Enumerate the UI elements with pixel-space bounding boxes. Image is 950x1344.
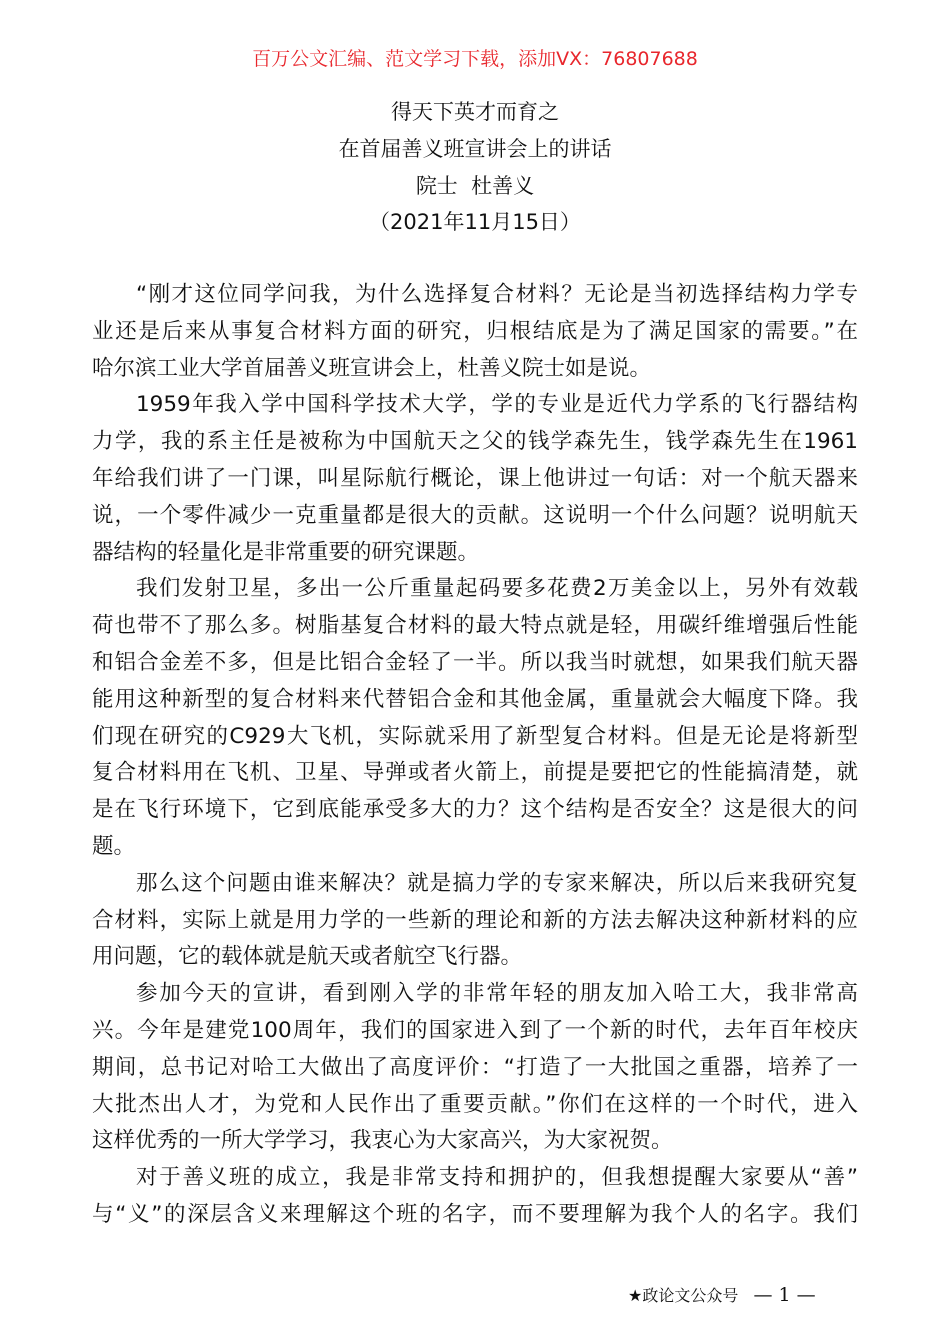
text-line: 那么这个问题由谁来解决？就是搞力学的专家来解决，所以后来我研究复 (136, 870, 858, 896)
text-line: 和铝合金差不多，但是比铝合金轻了一半。所以我当时就想，如果我们航天器 (92, 649, 858, 675)
subtitle: 在首届善义班宣讲会上的讲话 (338, 136, 612, 161)
text-line: 荷也带不了那么多。树脂基复合材料的最大特点就是轻，用碳纤维增强后性能 (92, 613, 858, 639)
page-number: — 1 — (753, 1284, 816, 1306)
text-line: 对于善义班的成立，我是非常支持和拥护的，但我想提醒大家要从“善” (136, 1165, 858, 1191)
main-title: 得天下英才而育之 (391, 100, 559, 124)
text-line: 业还是后来从事复合材料方面的研究，归根结底是为了满足国家的需要。”在 (92, 318, 858, 344)
text-line: 能用这种新型的复合材料来代替铝合金和其他金属，重量就会大幅度下降。我 (92, 686, 858, 712)
text-line: 这样优秀的一所大学学习，我衷心为大家高兴，为大家祝贺。 (92, 1128, 673, 1154)
text-line: 年给我们讲了一门课，叫星际航行概论，课上他讲过一句话：对一个航天器来 (92, 465, 858, 491)
footer-source: ★政论文公众号 (628, 1286, 739, 1305)
text-line: 是在飞行环境下，它到底能承受多大的力？这个结构是否安全？这是很大的问 (92, 797, 858, 823)
title-block (0, 94, 950, 241)
text-line: 大批杰出人才，为党和人民作出了重要贡献。”你们在这样的一个时代，进入 (92, 1091, 858, 1117)
text-line: “刚才这位同学问我，为什么选择复合材料？无论是当初选择结构力学专 (136, 282, 858, 307)
text-line: 复合材料用在飞机、卫星、导弹或者火箭上，前提是要把它的性能搞清楚，就 (92, 760, 858, 786)
paragraph (92, 571, 858, 865)
text-line: 合材料，实际上就是用力学的一些新的理论和新的方法去解决这种新材料的应 (92, 907, 858, 933)
text-line: 我们发射卫星，多出一公斤重量起码要多花费2万美金以上，另外有效载 (136, 576, 858, 602)
text-line: 们现在研究的C929大飞机，实际就采用了新型复合材料。但是无论是将新型 (92, 723, 858, 749)
text-line: 参加今天的宣讲，看到刚入学的非常年轻的朋友加入哈工大，我非常高 (136, 981, 858, 1007)
text-line: 1959年我入学中国科学技术大学，学的专业是近代力学系的飞行器结构 (136, 392, 858, 418)
text-line: 用问题，它的载体就是航天或者航空飞行器。 (92, 944, 523, 970)
text-line: 力学，我的系主任是被称为中国航天之父的钱学森先生，钱学森先生在1961 (92, 429, 858, 455)
text-line: 器结构的轻量化是非常重要的研究课题。 (92, 539, 480, 565)
text-line: 题。 (92, 833, 136, 859)
watermark-banner: 百万公文汇编、范文学习下载，添加VX：76807688 (252, 48, 698, 70)
text-line: 说，一个零件减少一克重量都是很大的贡献。这说明一个什么问题？说明航天 (92, 502, 858, 528)
text-line: 与“义”的深层含义来理解这个班的名字，而不要理解为我个人的名字。我们 (92, 1201, 858, 1227)
page-footer (628, 1282, 816, 1309)
paragraph (92, 1160, 858, 1234)
author: 院士 杜善义 (415, 173, 535, 198)
paragraph (92, 277, 858, 387)
text-line: 哈尔滨工业大学首届善义班宣讲会上，杜善义院士如是说。 (92, 355, 652, 381)
paragraph (92, 976, 858, 1160)
paragraph (92, 387, 858, 571)
text-line: 期间，总书记对哈工大做出了高度评价：“打造了一大批国之重器，培养了一 (92, 1054, 858, 1080)
document-body (92, 277, 858, 1234)
text-line: 兴。今年是建党100周年，我们的国家进入到了一个新的时代，去年百年校庆 (92, 1017, 858, 1043)
date: （2021年11月15日） (369, 210, 581, 235)
paragraph (92, 866, 858, 976)
